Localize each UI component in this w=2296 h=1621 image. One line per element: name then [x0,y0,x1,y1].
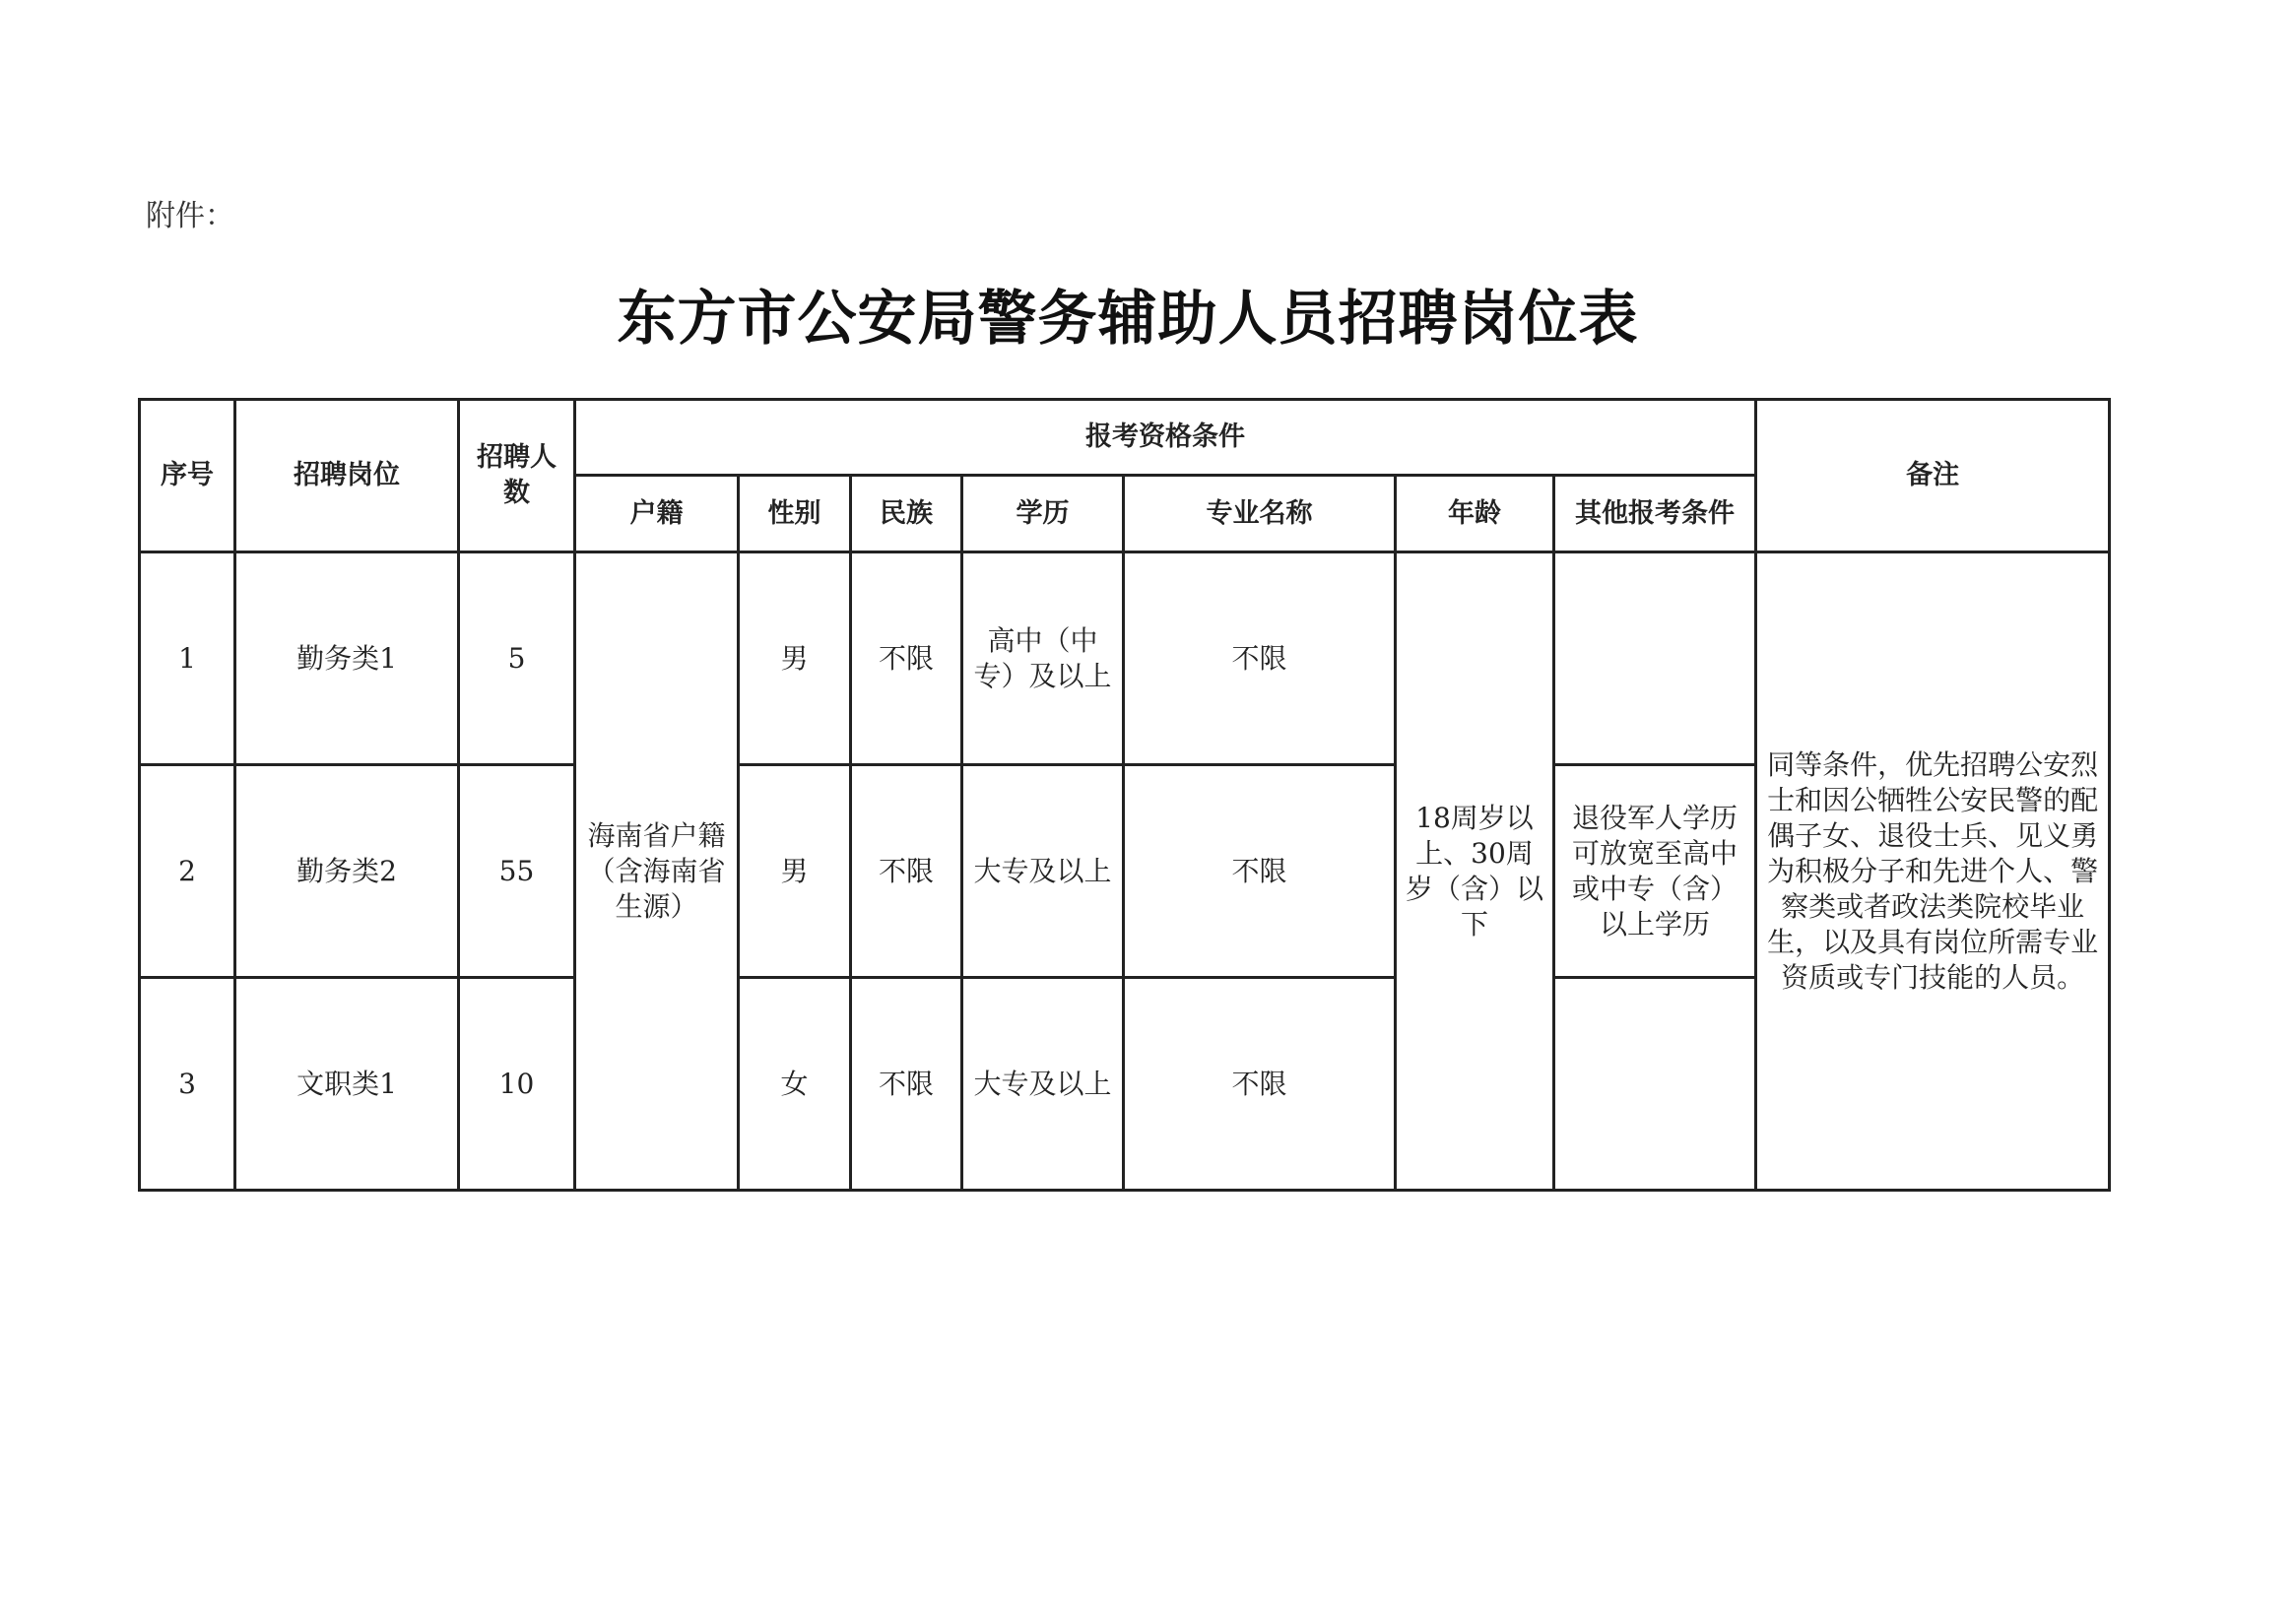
table-row [140,552,2110,765]
cell-other-empty [1554,978,1756,1191]
cell-seq: 3 [140,978,235,1191]
cell-post: 勤务类1 [235,552,459,765]
header-education: 学历 [962,476,1124,552]
cell-education: 大专及以上 [962,765,1124,978]
page-title: 东方市公安局警务辅助人员招聘岗位表 [617,285,1639,354]
header-remarks: 备注 [1756,400,2110,552]
cell-hukou: 海南省户籍（含海南省生源） [575,552,739,1191]
cell-count: 55 [459,765,575,978]
cell-gender: 男 [739,552,851,765]
cell-seq: 1 [140,552,235,765]
cell-ethnicity: 不限 [851,765,962,978]
cell-major: 不限 [1124,978,1396,1191]
cell-ethnicity: 不限 [851,552,962,765]
header-gender: 性别 [739,476,851,552]
header-qualifications: 报考资格条件 [575,400,1756,476]
cell-post: 勤务类2 [235,765,459,978]
cell-education: 高中（中专）及以上 [962,552,1124,765]
header-post: 招聘岗位 [235,400,459,552]
header-seq: 序号 [140,400,235,552]
cell-count: 5 [459,552,575,765]
cell-gender: 女 [739,978,851,1191]
cell-ethnicity: 不限 [851,978,962,1191]
header-ethnicity: 民族 [851,476,962,552]
header-count: 招聘人数 [459,400,575,552]
header-age: 年龄 [1396,476,1554,552]
header-major: 专业名称 [1124,476,1396,552]
cell-age: 18周岁以上、30周岁（含）以下 [1396,552,1554,1191]
cell-major: 不限 [1124,765,1396,978]
cell-remarks: 同等条件，优先招聘公安烈士和因公牺牲公安民警的配偶子女、退役士兵、见义勇为积极分子和先进个人、警察类或者政法类院校毕业生，以及具有岗位所需专业资质或专门技能的人员。 [1756,552,2110,1191]
header-row-1 [140,400,2110,476]
header-hukou: 户籍 [575,476,739,552]
recruitment-table [138,398,2111,1192]
cell-other-empty [1554,552,1756,765]
cell-education: 大专及以上 [962,978,1124,1191]
cell-other: 退役军人学历可放宽至高中或中专（含）以上学历 [1554,765,1756,978]
cell-count: 10 [459,978,575,1191]
attachment-label: 附件： [146,199,234,233]
cell-gender: 男 [739,765,851,978]
cell-seq: 2 [140,765,235,978]
cell-post: 文职类1 [235,978,459,1191]
cell-major: 不限 [1124,552,1396,765]
header-other: 其他报考条件 [1554,476,1756,552]
